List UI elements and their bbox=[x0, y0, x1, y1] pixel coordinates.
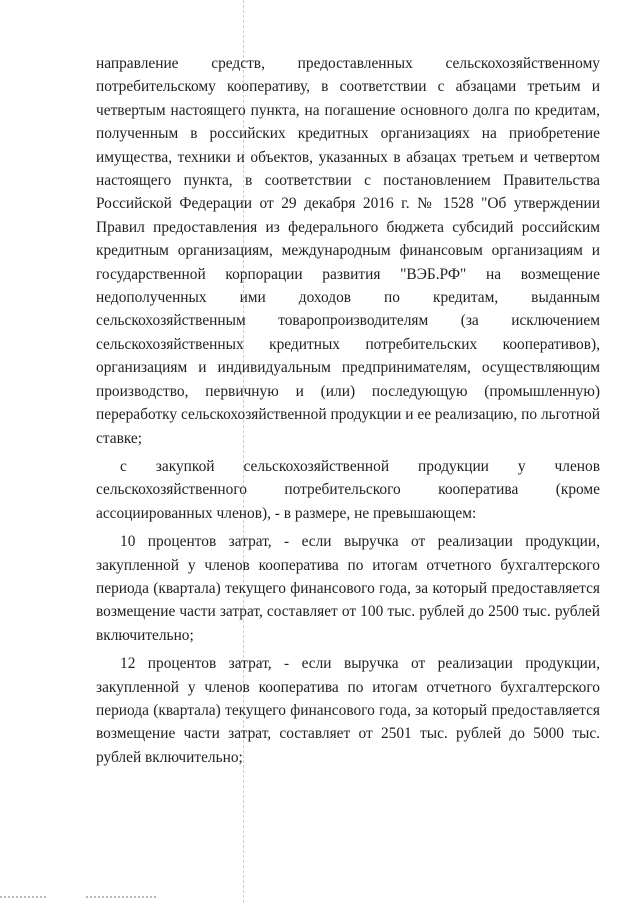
scan-edge-mark-left bbox=[0, 896, 46, 898]
document-text-block bbox=[96, 52, 600, 774]
paragraph-loan-repayment: направление средств, предоставленных сельскохозяйственному потребительскому кооперативу, в соответствии с абзацами третьим и четвертым настоящего пункта, на погашение основного долга по кредитам, полученным в российских кредитных организациях на приобретение имущества, техники и объектов, указанных в абзацах третьем и четвертом настоящего пункта, в соответствии с постановлением Правительства Российской Федерации от 29 декабря 2016 г. № 1528 "Об утверждении Правил предоставления из федерального бюджета субсидий российским кредитным организациям, международным финансовым организациям и государственной корпорации развития "ВЭБ.РФ" на возмещение недополученных ими доходов по кредитам, выданным сельскохозяйственным товаропроизводителям (за исключением сельскохозяйственных кредитных потребительских кооперативов), организациям и индивидуальным предпринимателям, осуществляющим производство, первичную и (или) последующую (промышленную) переработку сельскохозяйственной продукции и ее реализацию, по льготной ставке; bbox=[96, 55, 600, 447]
paragraph-ten-percent: 10 процентов затрат, - если выручка от реализации продукции, закупленной у членов кооператива по итогам отчетного бухгалтерского периода (квартала) текущего финансового года, за который предоставляется возмещение части затрат, составляет от 100 тыс. рублей до 2500 тыс. рублей включительно; bbox=[96, 533, 600, 644]
paragraph-purchase-products: с закупкой сельскохозяйственной продукции у членов сельскохозяйственного потребительского кооператива (кроме ассоциированных членов), - в размере, не превышающем: bbox=[96, 457, 600, 522]
paragraph-twelve-percent: 12 процентов затрат, - если выручка от реализации продукции, закупленной у членов кооператива по итогам отчетного бухгалтерского периода (квартала) текущего финансового года, за который предоставляется возмещение части затрат, составляет от 2501 тыс. рублей до 5000 тыс. рублей включительно; bbox=[96, 655, 600, 766]
scan-edge-mark-middle bbox=[86, 896, 156, 898]
